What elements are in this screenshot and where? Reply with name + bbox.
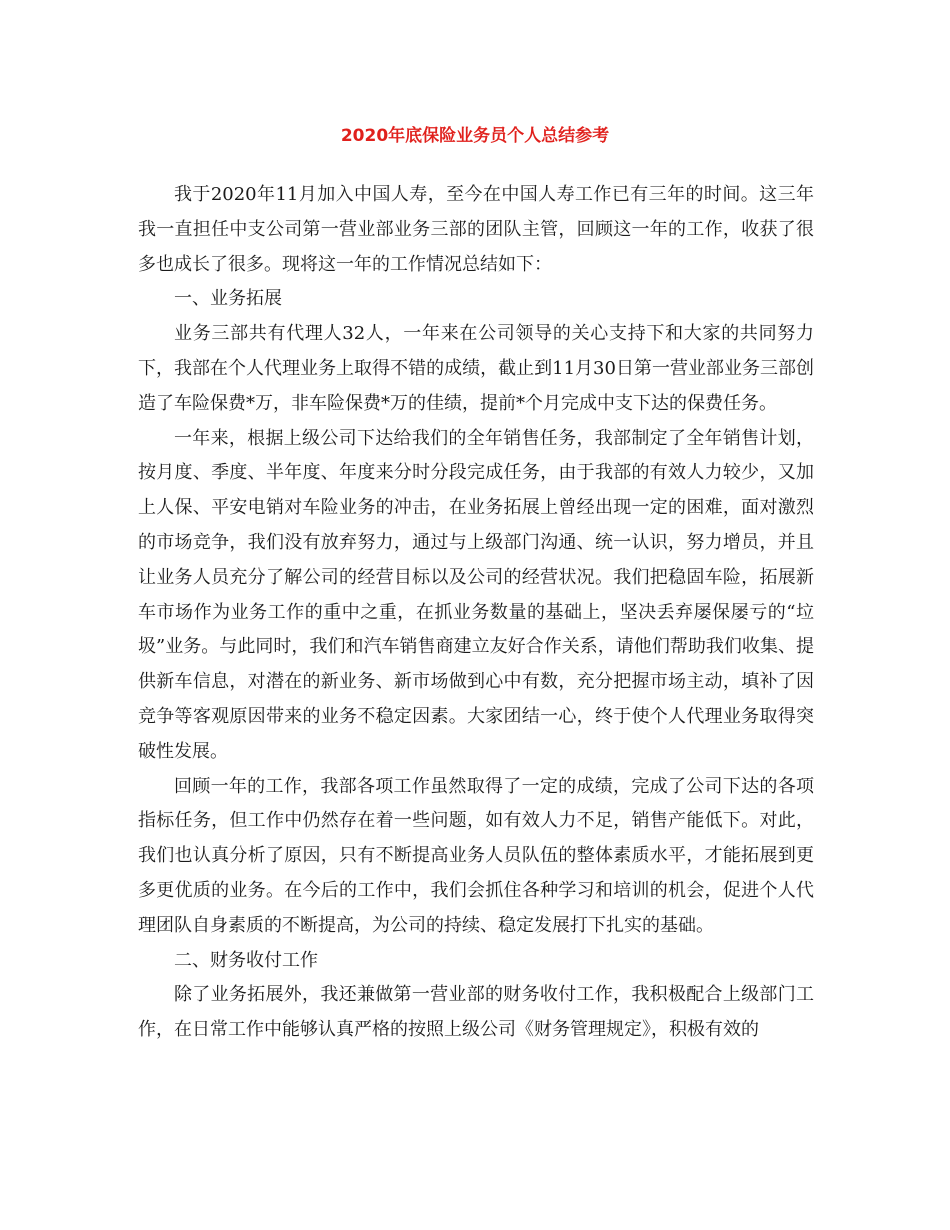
section-heading-business-expansion: 一、业务拓展 bbox=[174, 288, 282, 310]
paragraph-review: 回顾一年的工作，我部各项工作虽然取得了一定的成绩，完成了公司下达的各项指标任务，但工作中仍然存在着一些问题，如有效人力不足，销售产能低下。对此，我们也认真分析了原因，只有不断提高业务人员队伍的整体素质水平，才能拓展到更多更优质的业务。在今后的工作中，我们会抓住各种学习和培训的机会，促进个人代理团队自身素质的不断提高，为公司的持续、稳定发展打下扎实的基础。 bbox=[138, 775, 814, 936]
paragraph-intro: 我于2020年11月加入中国人寿，至今在中国人寿工作已有三年的时间。这三年我一直担任中支公司第一营业部业务三部的团队主管，回顾这一年的工作，收获了很多也成长了很多。现将这一年的工作情况总结如下： bbox=[138, 184, 814, 275]
section-heading-finance: 二、财务收付工作 bbox=[174, 949, 318, 971]
paragraph-team-results: 业务三部共有代理人32人，一年来在公司领导的关心支持下和大家的共同努力下，我部在个人代理业务上取得不错的成绩，截止到11月30日第一营业部业务三部创造了车险保费*万，非车险保费*万的佳绩，提前*个月完成中支下达的保费任务。 bbox=[138, 323, 814, 414]
document-body bbox=[138, 178, 814, 1048]
document-title: 2020年底保险业务员个人总结参考 bbox=[340, 126, 610, 146]
paragraph-finance: 除了业务拓展外，我还兼做第一营业部的财务收付工作，我积极配合上级部门工作，在日常工作中能够认真严格的按照上级公司《财务管理规定》，积极有效的 bbox=[138, 984, 814, 1041]
paragraph-sales-plan: 一年来，根据上级公司下达给我们的全年销售任务，我部制定了全年销售计划，按月度、季度、半年度、年度来分时分段完成任务，由于我部的有效人力较少，又加上人保、平安电销对车险业务的冲击，在业务拓展上曾经出现一定的困难，面对激烈的市场竞争，我们没有放弃努力，通过与上级部门沟通、统一认识，努力增员，并且让业务人员充分了解公司的经营目标以及公司的经营状况。我们把稳固车险，拓展新车市场作为业务工作的重中之重，在抓业务数量的基础上，坚决丢弃屡保屡亏的“垃圾”业务。与此同时，我们和汽车销售商建立友好合作关系，请他们帮助我们收集、提供新车信息，对潜在的新业务、新市场做到心中有数，充分把握市场主动，填补了因竞争等客观原因带来的业务不稳定因素。大家团结一心，终于使个人代理业务取得突破性发展。 bbox=[138, 427, 814, 762]
